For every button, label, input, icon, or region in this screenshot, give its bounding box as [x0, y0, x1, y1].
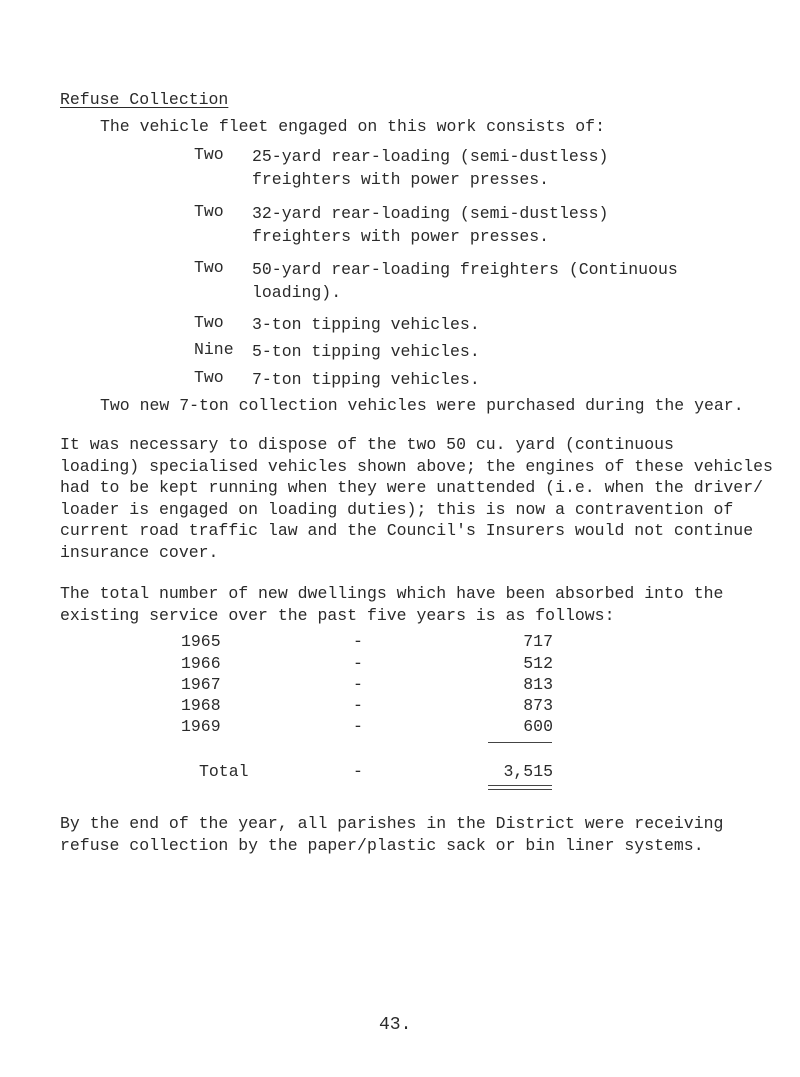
table-year: 1969 [181, 717, 221, 736]
fleet-item-count: Two [194, 258, 224, 277]
dwellings-paragraph: The total number of new dwellings which have been absorbed into the existing service over the past five years is as follows: [60, 584, 724, 625]
table-year: 1968 [181, 696, 221, 715]
fleet-item-count: Nine [194, 340, 234, 359]
new-vehicles-note: Two new 7-ton collection vehicles were purchased during the year. [100, 396, 744, 415]
section-heading: Refuse Collection [60, 90, 229, 109]
table-count: 873 [523, 696, 553, 715]
disposal-paragraph: It was necessary to dispose of the two 50 cu. yard (continuous loading) specialised vehicles shown above; the engines of these vehicles had to be kept running when they were unattended (i.e. when the driver/ loader is engaged on loading duties); this is now a contravention of current road traffic law and the Council's Insurers would not continue insurance cover. [60, 435, 773, 562]
table-dash: - [353, 675, 363, 694]
table-dash: - [353, 717, 363, 736]
fleet-item-count: Two [194, 368, 224, 387]
fleet-item-description: 7-ton tipping vehicles. [252, 370, 480, 389]
fleet-intro: The vehicle fleet engaged on this work consists of: [100, 117, 605, 136]
closing-paragraph: By the end of the year, all parishes in the District were receiving refuse collection by the paper/plastic sack or bin liner systems. [60, 814, 724, 855]
table-total-dash: - [353, 762, 363, 781]
fleet-item-description: 50-yard rear-loading freighters (Continuous loading). [252, 260, 678, 302]
fleet-item-description: 32-yard rear-loading (semi-dustless) freighters with power presses. [252, 204, 609, 246]
table-year: 1966 [181, 654, 221, 673]
table-dash: - [353, 696, 363, 715]
fleet-item-description: 5-ton tipping vehicles. [252, 342, 480, 361]
table-count: 813 [523, 675, 553, 694]
page-number: 43. [379, 1015, 412, 1035]
table-year: 1967 [181, 675, 221, 694]
fleet-item-count: Two [194, 145, 224, 164]
fleet-item-count: Two [194, 202, 224, 221]
table-count: 512 [523, 654, 553, 673]
table-dash: - [353, 632, 363, 651]
table-count: 717 [523, 632, 553, 651]
subtotal-rule [488, 742, 552, 743]
table-year: 1965 [181, 632, 221, 651]
table-count: 600 [523, 717, 553, 736]
fleet-item-description: 3-ton tipping vehicles. [252, 315, 480, 334]
fleet-item-description: 25-yard rear-loading (semi-dustless) freighters with power presses. [252, 147, 609, 189]
total-double-rule [488, 785, 552, 790]
table-total-label: Total [199, 762, 249, 781]
table-dash: - [353, 654, 363, 673]
fleet-item-count: Two [194, 313, 224, 332]
table-total-value: 3,515 [503, 762, 553, 781]
